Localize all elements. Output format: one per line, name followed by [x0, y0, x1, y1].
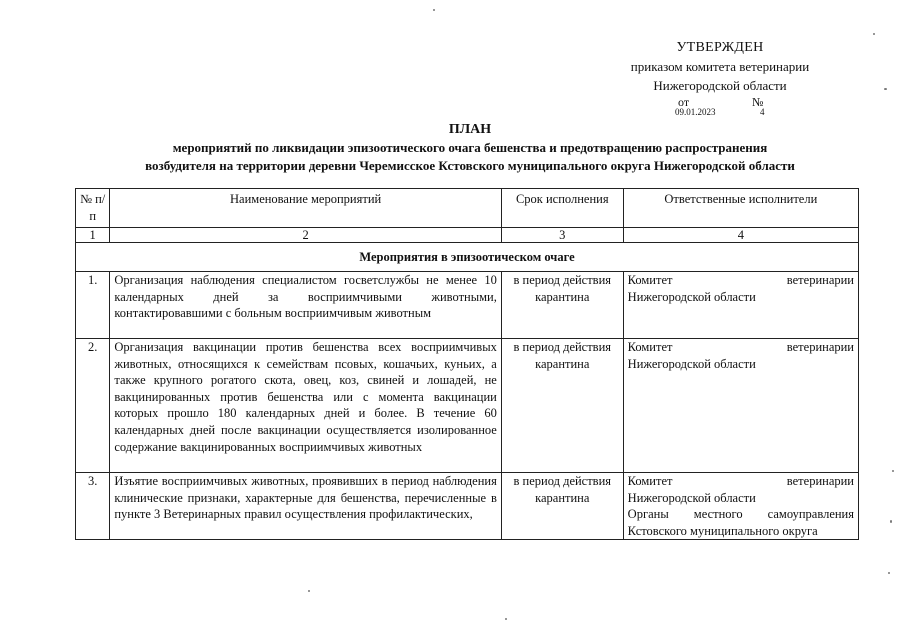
order-number: 4: [760, 107, 765, 117]
row-number: 2.: [76, 339, 110, 473]
approval-block: [600, 38, 840, 126]
scan-speck: [884, 88, 887, 90]
responsible-line: Нижегородской области: [627, 356, 756, 371]
header-term: Срок исполнения: [501, 189, 623, 228]
responsible-line: Нижегородской области: [627, 289, 756, 304]
row-number: 3.: [76, 473, 110, 540]
index-cell: 3: [501, 228, 623, 243]
approval-line-2: Нижегородской области: [653, 78, 787, 93]
section-title: Мероприятия в эпизоотическом очаге: [76, 243, 859, 272]
row-term: в период действия карантина: [501, 272, 623, 339]
responsible-line: Комитет ветеринарии: [627, 273, 854, 287]
responsible-line: Нижегородской области: [627, 490, 756, 505]
table-row: [76, 272, 859, 339]
title-line-2: возбудителя на территории деревни Черемисское Кстовского муниципального округа Нижегородской области: [145, 158, 795, 173]
row-description: Организация вакцинации против бешенства всех восприимчивых животных, относящихся к семействам псовых, кошачьих, куньих, а также крупного рогатого скота, овец, коз, свиней и лошадей, не вакцинированных против бешенства или с момента вакцинации которых прошло 180 календарных дней и более. В течение 60 календарных дней после вакцинации осуществляется изолированное содержание вакцинированных восприимчивых животных: [110, 339, 502, 473]
index-cell: 4: [623, 228, 858, 243]
header-responsible: Ответственные исполнители: [623, 189, 858, 228]
header-number: № п/п: [76, 189, 110, 228]
row-responsible: [623, 339, 858, 473]
document-title: [60, 121, 880, 175]
approval-heading: УТВЕРЖДЕН: [676, 40, 764, 55]
scan-speck: [873, 33, 875, 35]
responsible-line: Кстовского муниципального округа: [627, 523, 818, 538]
section-row: [76, 243, 859, 272]
scan-speck: [308, 590, 310, 592]
responsible-line: Комитет ветеринарии: [627, 340, 854, 354]
header-activity: Наименование мероприятий: [110, 189, 502, 228]
plan-table: [75, 188, 859, 540]
row-term: в период действия карантина: [501, 473, 623, 540]
table-row: [76, 473, 859, 540]
date-label: от: [678, 95, 690, 109]
scan-speck: [888, 572, 890, 574]
responsible-line: Комитет ветеринарии: [627, 474, 854, 488]
order-date: 09.01.2023: [675, 107, 716, 117]
index-cell: 1: [76, 228, 110, 243]
table-row: [76, 339, 859, 473]
index-cell: 2: [110, 228, 502, 243]
table-index-row: [76, 228, 859, 243]
row-term: в период действия карантина: [501, 339, 623, 473]
scan-speck: [890, 520, 892, 523]
approval-line-1: приказом комитета ветеринарии: [630, 59, 810, 74]
title-line-1: мероприятий по ликвидации эпизоотического очага бешенства и предотвращению распространения: [172, 140, 768, 155]
row-description: Организация наблюдения специалистом госветслужбы не менее 10 календарных дней за восприимчивыми животными, контактировавшими с больным восприимчивым животным: [110, 272, 502, 339]
scan-speck: [433, 9, 435, 11]
row-responsible: [623, 473, 858, 540]
row-responsible: [623, 272, 858, 339]
title-main: ПЛАН: [448, 122, 492, 137]
row-number: 1.: [76, 272, 110, 339]
number-label: №: [752, 95, 764, 109]
scan-speck: [505, 618, 507, 620]
responsible-line: Органы местного самоуправления: [627, 507, 854, 522]
table-header-row: [76, 189, 859, 228]
scan-speck: [892, 470, 894, 472]
row-description: Изъятие восприимчивых животных, проявивших в период наблюдения клинические признаки, характерные для бешенства, перечисленные в пункте 3 Ветеринарных правил осуществления профилактических,: [110, 473, 502, 540]
